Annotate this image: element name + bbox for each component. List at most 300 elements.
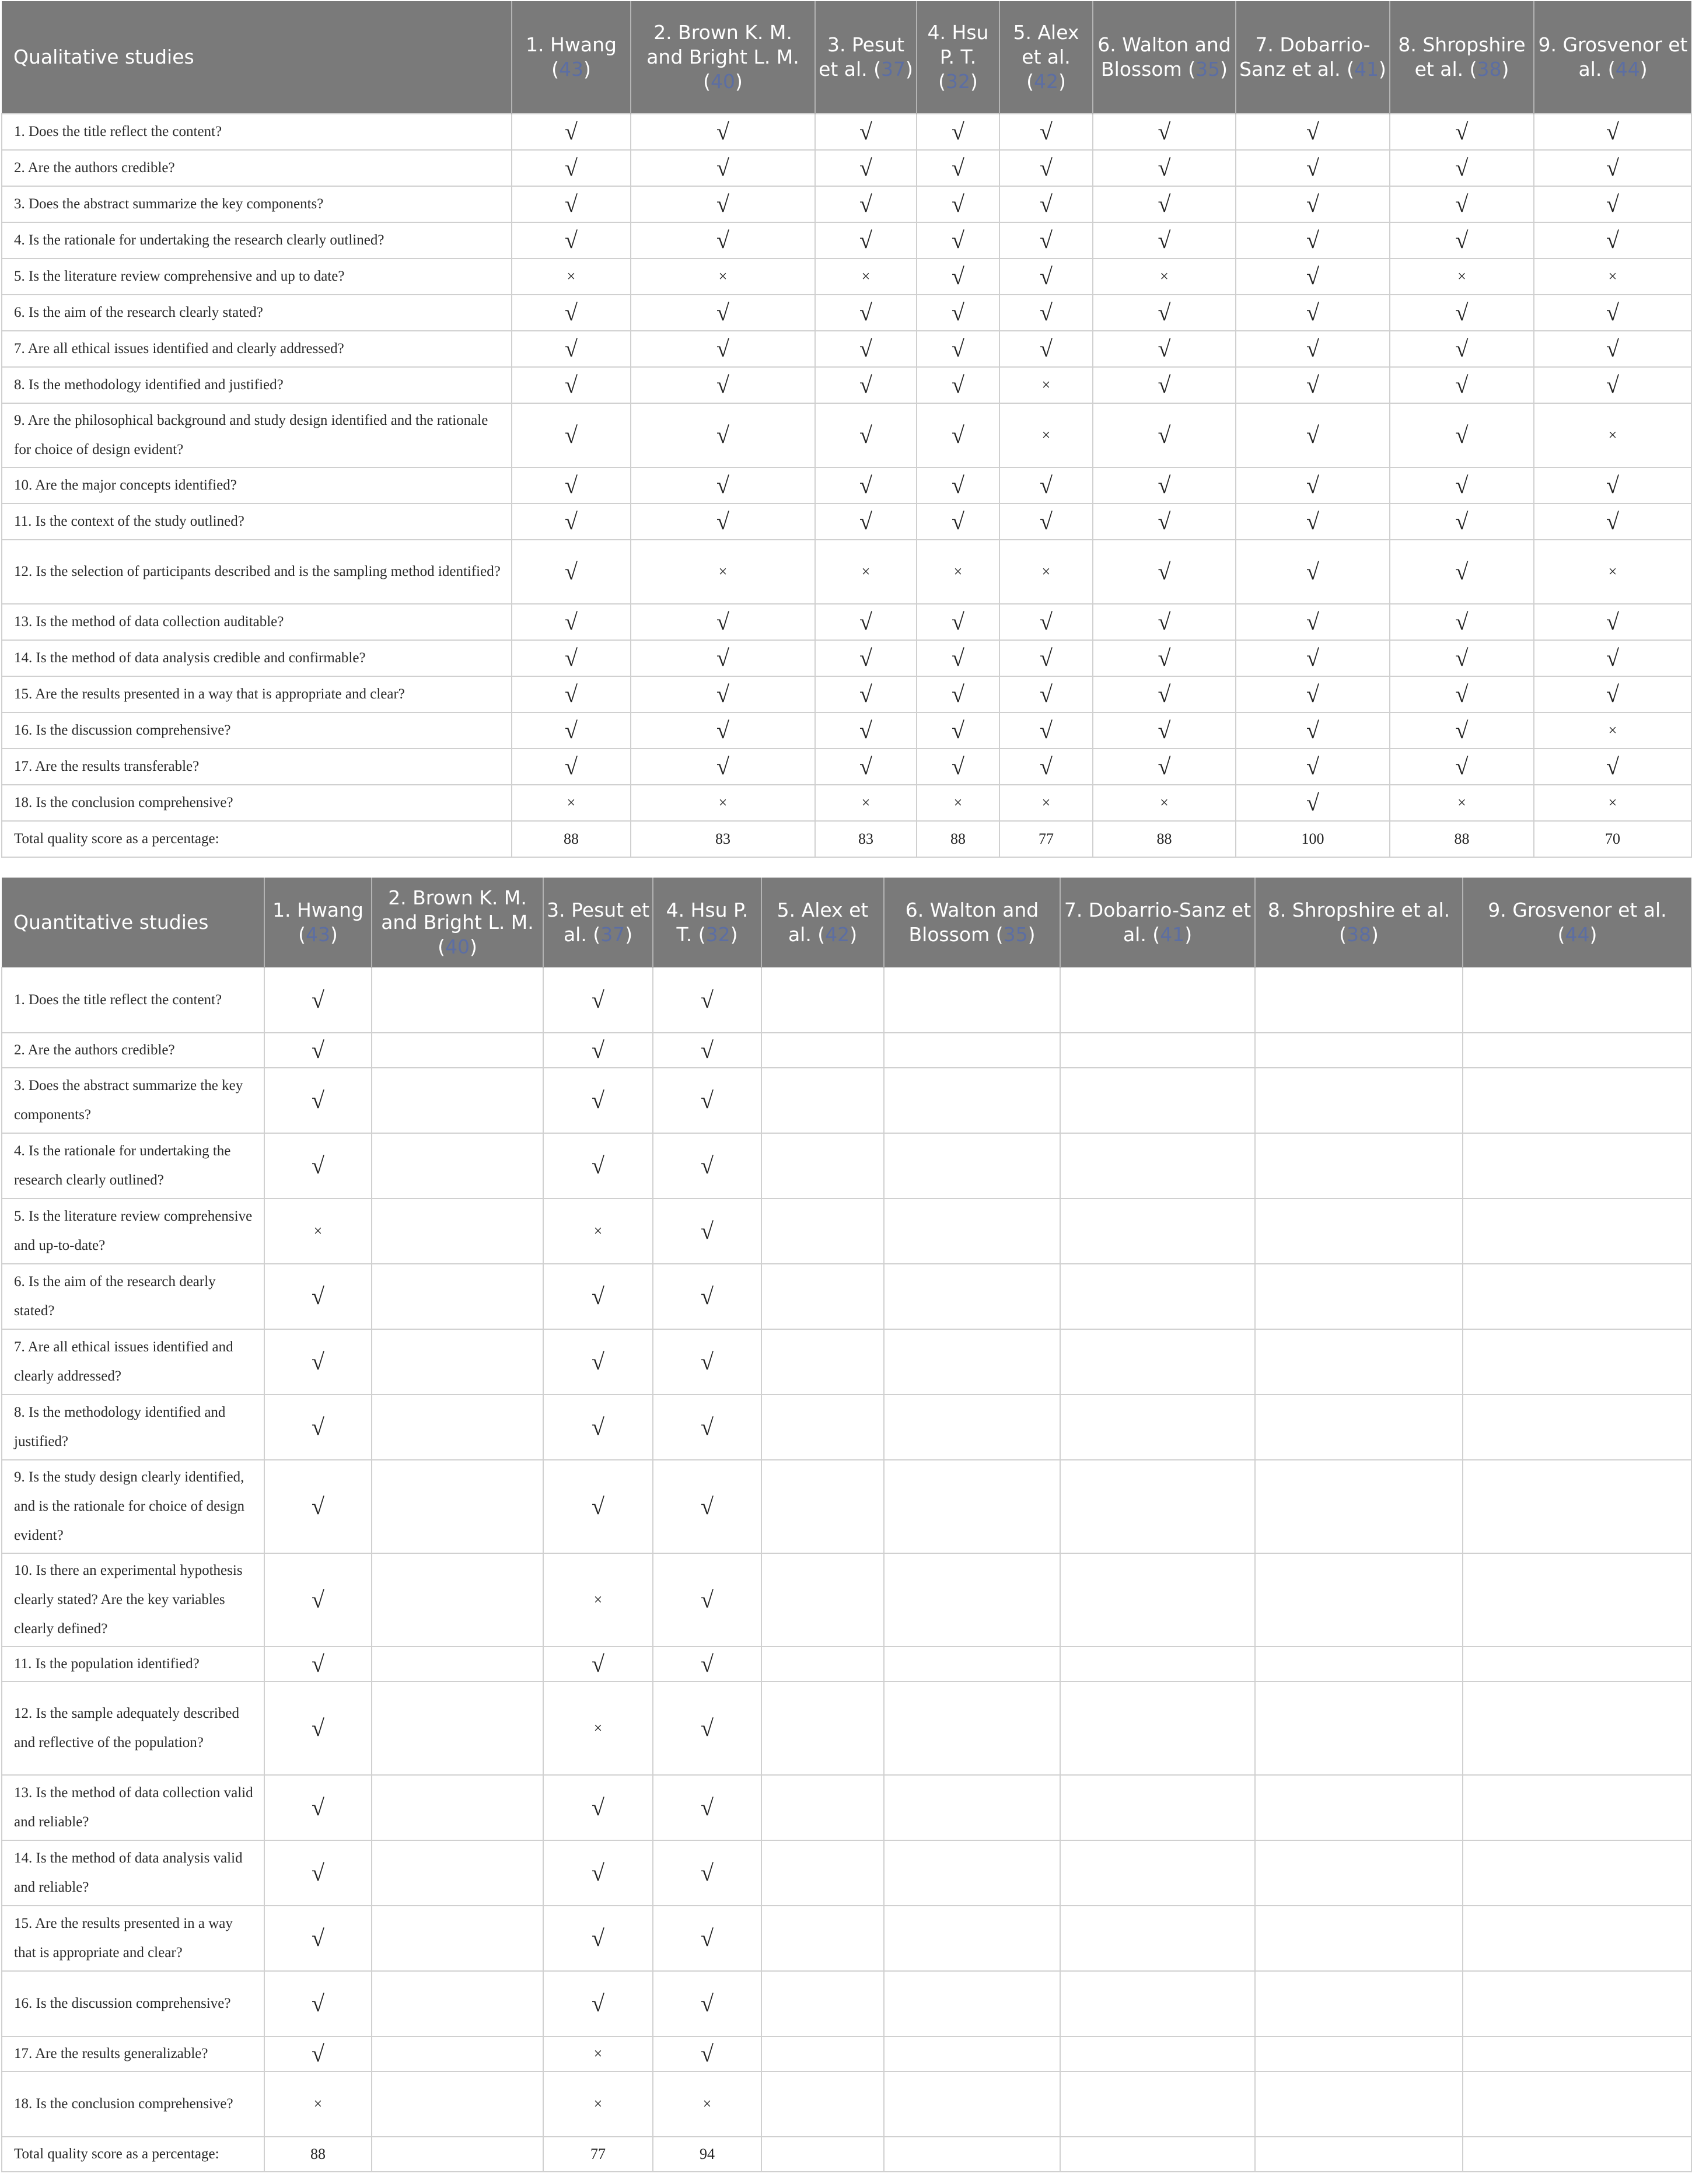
check-mark: √ <box>917 712 999 749</box>
check-mark: √ <box>512 676 631 712</box>
check-mark: √ <box>631 150 815 186</box>
check-mark: √ <box>512 222 631 258</box>
score-cell: 88 <box>264 2137 372 2172</box>
check-mark: √ <box>1390 150 1534 186</box>
check-mark: √ <box>653 1264 761 1329</box>
check-mark: √ <box>1534 367 1691 403</box>
empty-cell <box>1255 967 1463 1033</box>
empty-cell <box>761 2036 884 2071</box>
cross-mark: × <box>543 1682 653 1775</box>
check-mark: √ <box>1093 712 1236 749</box>
criterion-label: 7. Are all ethical issues identified and clearly addressed? <box>2 1329 264 1395</box>
column-header: 1. Hwang (43) <box>264 878 372 967</box>
check-mark: √ <box>1236 114 1390 150</box>
check-mark: √ <box>653 1553 761 1647</box>
score-cell: 100 <box>1236 821 1390 857</box>
empty-cell <box>1463 1840 1691 1906</box>
check-mark: √ <box>543 1068 653 1133</box>
citation-link[interactable]: 42 <box>1034 70 1058 93</box>
criterion-label: 16. Is the discussion comprehensive? <box>2 712 512 749</box>
empty-cell <box>1463 1068 1691 1133</box>
check-mark: √ <box>1236 331 1390 367</box>
citation-link[interactable]: 43 <box>306 922 330 946</box>
check-mark: √ <box>815 367 917 403</box>
check-mark: √ <box>512 186 631 222</box>
check-mark: √ <box>815 186 917 222</box>
check-mark: √ <box>543 1133 653 1198</box>
check-mark: √ <box>1390 749 1534 785</box>
qualitative-header-label: Qualitative studies <box>2 1 512 114</box>
table-row <box>2 1553 1691 1647</box>
check-mark: √ <box>653 2036 761 2071</box>
check-mark: √ <box>543 1775 653 1840</box>
table-row <box>2 222 1691 258</box>
check-mark: √ <box>631 640 815 676</box>
check-mark: √ <box>543 1329 653 1395</box>
table-row <box>2 403 1691 467</box>
check-mark: √ <box>512 604 631 640</box>
citation-link[interactable]: 43 <box>559 58 583 81</box>
score-cell: 94 <box>653 2137 761 2172</box>
check-mark: √ <box>999 186 1093 222</box>
empty-cell <box>1255 1395 1463 1460</box>
check-mark: √ <box>1236 295 1390 331</box>
column-header: 4. Hsu P. T. (32) <box>917 1 999 114</box>
criterion-label: 12. Is the sample adequately described and reflective of the population? <box>2 1682 264 1775</box>
check-mark: √ <box>1390 504 1534 540</box>
table-row <box>2 1068 1691 1133</box>
check-mark: √ <box>653 1460 761 1553</box>
check-mark: √ <box>543 1647 653 1682</box>
citation-link[interactable]: 42 <box>825 922 850 946</box>
empty-cell <box>761 1840 884 1906</box>
check-mark: √ <box>999 712 1093 749</box>
cross-mark: × <box>543 1198 653 1264</box>
empty-cell <box>372 2137 543 2172</box>
criterion-label: 2. Are the authors credible? <box>2 1033 264 1068</box>
check-mark: √ <box>1093 114 1236 150</box>
empty-cell <box>884 2036 1060 2071</box>
citation-link[interactable]: 37 <box>881 58 906 81</box>
empty-cell <box>372 2036 543 2071</box>
score-cell: 70 <box>1534 821 1691 857</box>
check-mark: √ <box>1236 367 1390 403</box>
empty-cell <box>1060 1553 1255 1647</box>
cross-mark: × <box>543 2036 653 2071</box>
check-mark: √ <box>1093 403 1236 467</box>
check-mark: √ <box>1534 295 1691 331</box>
check-mark: √ <box>1093 467 1236 504</box>
empty-cell <box>1463 1133 1691 1198</box>
empty-cell <box>761 1775 884 1840</box>
check-mark: √ <box>512 712 631 749</box>
check-mark: √ <box>543 1395 653 1460</box>
column-header: 8. Shropshire et al. (38) <box>1255 878 1463 967</box>
check-mark: √ <box>1236 186 1390 222</box>
criterion-label: 10. Are the major concepts identified? <box>2 467 512 504</box>
table-row <box>2 150 1691 186</box>
table-row <box>2 504 1691 540</box>
check-mark: √ <box>264 1329 372 1395</box>
column-header: 6. Walton and Blossom (35) <box>884 878 1060 967</box>
empty-cell <box>1255 2036 1463 2071</box>
cross-mark: × <box>1093 785 1236 821</box>
empty-cell <box>761 967 884 1033</box>
check-mark: √ <box>653 1682 761 1775</box>
check-mark: √ <box>512 367 631 403</box>
check-mark: √ <box>1236 749 1390 785</box>
check-mark: √ <box>512 467 631 504</box>
check-mark: √ <box>1093 331 1236 367</box>
empty-cell <box>1255 1906 1463 1971</box>
table-row <box>2 1395 1691 1460</box>
empty-cell <box>372 967 543 1033</box>
empty-cell <box>1463 1682 1691 1775</box>
check-mark: √ <box>512 150 631 186</box>
criterion-label: 4. Is the rationale for undertaking the research clearly outlined? <box>2 1133 264 1198</box>
check-mark: √ <box>815 331 917 367</box>
citation-link[interactable]: 44 <box>1615 58 1640 81</box>
empty-cell <box>884 1133 1060 1198</box>
cross-mark: × <box>264 2071 372 2137</box>
empty-cell <box>1060 2137 1255 2172</box>
empty-cell <box>372 1906 543 1971</box>
criterion-label: 13. Is the method of data collection valid and reliable? <box>2 1775 264 1840</box>
empty-cell <box>1255 1198 1463 1264</box>
table-row <box>2 367 1691 403</box>
check-mark: √ <box>631 749 815 785</box>
cross-mark: × <box>999 540 1093 604</box>
criterion-label: 6. Is the aim of the research clearly stated? <box>2 295 512 331</box>
check-mark: √ <box>543 1971 653 2036</box>
check-mark: √ <box>264 1906 372 1971</box>
check-mark: √ <box>631 604 815 640</box>
check-mark: √ <box>653 1906 761 1971</box>
empty-cell <box>372 1198 543 1264</box>
check-mark: √ <box>653 1395 761 1460</box>
empty-cell <box>1463 1775 1691 1840</box>
table-row <box>2 749 1691 785</box>
check-mark: √ <box>1093 540 1236 604</box>
empty-cell <box>372 1682 543 1775</box>
empty-cell <box>372 1133 543 1198</box>
table-row <box>2 604 1691 640</box>
check-mark: √ <box>1093 150 1236 186</box>
cross-mark: × <box>815 258 917 295</box>
empty-cell <box>1060 1329 1255 1395</box>
table-row <box>2 1971 1691 2036</box>
check-mark: √ <box>631 331 815 367</box>
criterion-label: 17. Are the results transferable? <box>2 749 512 785</box>
check-mark: √ <box>1236 640 1390 676</box>
cross-mark: × <box>1534 403 1691 467</box>
empty-cell <box>1255 1460 1463 1553</box>
check-mark: √ <box>543 967 653 1033</box>
check-mark: √ <box>999 114 1093 150</box>
empty-cell <box>1255 2071 1463 2137</box>
check-mark: √ <box>631 295 815 331</box>
check-mark: √ <box>815 295 917 331</box>
empty-cell <box>761 1198 884 1264</box>
empty-cell <box>1463 1198 1691 1264</box>
cross-mark: × <box>917 785 999 821</box>
empty-cell <box>761 1553 884 1647</box>
criterion-label: 15. Are the results presented in a way that is appropriate and clear? <box>2 676 512 712</box>
check-mark: √ <box>1390 712 1534 749</box>
check-mark: √ <box>264 1682 372 1775</box>
column-header: 9. Grosvenor et al. (44) <box>1463 878 1691 967</box>
check-mark: √ <box>917 150 999 186</box>
criterion-label: 18. Is the conclusion comprehensive? <box>2 2071 264 2137</box>
empty-cell <box>884 1840 1060 1906</box>
column-header: 5. Alex et al. (42) <box>761 878 884 967</box>
cross-mark: × <box>999 785 1093 821</box>
column-header: 6. Walton and Blossom (35) <box>1093 1 1236 114</box>
empty-cell <box>1060 1264 1255 1329</box>
check-mark: √ <box>1236 785 1390 821</box>
check-mark: √ <box>653 1840 761 1906</box>
column-header: 5. Alex et al. (42) <box>999 1 1093 114</box>
empty-cell <box>1463 1460 1691 1553</box>
empty-cell <box>884 1971 1060 2036</box>
cross-mark: × <box>653 2071 761 2137</box>
check-mark: √ <box>999 467 1093 504</box>
check-mark: √ <box>264 1395 372 1460</box>
check-mark: √ <box>1390 467 1534 504</box>
check-mark: √ <box>1093 604 1236 640</box>
check-mark: √ <box>512 403 631 467</box>
table-row <box>2 676 1691 712</box>
table-row <box>2 821 1691 857</box>
check-mark: √ <box>1390 540 1534 604</box>
check-mark: √ <box>1236 676 1390 712</box>
qualitative-table <box>1 1 1692 858</box>
check-mark: √ <box>543 1840 653 1906</box>
check-mark: √ <box>999 676 1093 712</box>
empty-cell <box>1255 1553 1463 1647</box>
empty-cell <box>761 1329 884 1395</box>
citation-link[interactable]: 40 <box>445 935 470 958</box>
check-mark: √ <box>1236 467 1390 504</box>
check-mark: √ <box>1236 604 1390 640</box>
empty-cell <box>1463 1553 1691 1647</box>
check-mark: √ <box>264 1033 372 1068</box>
empty-cell <box>884 1264 1060 1329</box>
empty-cell <box>372 2071 543 2137</box>
empty-cell <box>1255 1033 1463 1068</box>
citation-link[interactable]: 37 <box>600 922 625 946</box>
citation-link[interactable]: 35 <box>1195 58 1221 81</box>
check-mark: √ <box>1534 504 1691 540</box>
check-mark: √ <box>653 1647 761 1682</box>
table-row <box>2 1647 1691 1682</box>
cross-mark: × <box>1534 712 1691 749</box>
table-row <box>2 1033 1691 1068</box>
check-mark: √ <box>917 604 999 640</box>
criterion-label: 8. Is the methodology identified and justified? <box>2 367 512 403</box>
check-mark: √ <box>999 295 1093 331</box>
empty-cell <box>761 1133 884 1198</box>
check-mark: √ <box>631 467 815 504</box>
check-mark: √ <box>1236 150 1390 186</box>
column-header: 9. Grosvenor et al. (44) <box>1534 1 1691 114</box>
criterion-label: 11. Is the population identified? <box>2 1647 264 1682</box>
check-mark: √ <box>264 1647 372 1682</box>
check-mark: √ <box>512 640 631 676</box>
table-row <box>2 186 1691 222</box>
check-mark: √ <box>653 1198 761 1264</box>
quantitative-table-body <box>2 967 1691 2172</box>
cross-mark: × <box>999 403 1093 467</box>
check-mark: √ <box>1534 604 1691 640</box>
check-mark: √ <box>815 403 917 467</box>
check-mark: √ <box>653 1329 761 1395</box>
citation-link[interactable]: 40 <box>711 70 735 93</box>
check-mark: √ <box>815 222 917 258</box>
check-mark: √ <box>653 1971 761 2036</box>
check-mark: √ <box>264 967 372 1033</box>
table-row <box>2 1906 1691 1971</box>
table-row <box>2 295 1691 331</box>
table-row <box>2 114 1691 150</box>
cross-mark: × <box>1093 258 1236 295</box>
criterion-label: 13. Is the method of data collection auditable? <box>2 604 512 640</box>
empty-cell <box>1060 1460 1255 1553</box>
empty-cell <box>1463 1647 1691 1682</box>
empty-cell <box>1463 2071 1691 2137</box>
empty-cell <box>372 1068 543 1133</box>
check-mark: √ <box>815 640 917 676</box>
check-mark: √ <box>917 467 999 504</box>
empty-cell <box>761 1647 884 1682</box>
citation-link[interactable]: 44 <box>1565 922 1590 946</box>
criterion-label: 10. Is there an experimental hypothesis clearly stated? Are the key variables clearly defined? <box>2 1553 264 1647</box>
citation-link[interactable]: 38 <box>1477 58 1502 81</box>
criterion-label: 8. Is the methodology identified and justified? <box>2 1395 264 1460</box>
check-mark: √ <box>264 1840 372 1906</box>
check-mark: √ <box>653 1033 761 1068</box>
check-mark: √ <box>1093 186 1236 222</box>
empty-cell <box>1463 967 1691 1033</box>
table-row <box>2 1133 1691 1198</box>
empty-cell <box>372 1033 543 1068</box>
empty-cell <box>1463 1395 1691 1460</box>
check-mark: √ <box>1534 331 1691 367</box>
empty-cell <box>761 1906 884 1971</box>
empty-cell <box>884 1460 1060 1553</box>
check-mark: √ <box>631 367 815 403</box>
empty-cell <box>761 1068 884 1133</box>
empty-cell <box>1463 1906 1691 1971</box>
check-mark: √ <box>1534 676 1691 712</box>
check-mark: √ <box>512 540 631 604</box>
citation-link[interactable]: 38 <box>1347 922 1371 946</box>
check-mark: √ <box>917 403 999 467</box>
criterion-label: 4. Is the rationale for undertaking the research clearly outlined? <box>2 222 512 258</box>
table-row <box>2 2137 1691 2172</box>
empty-cell <box>761 1395 884 1460</box>
check-mark: √ <box>815 749 917 785</box>
table-row <box>2 1264 1691 1329</box>
check-mark: √ <box>512 331 631 367</box>
empty-cell <box>1060 1133 1255 1198</box>
table-row <box>2 640 1691 676</box>
check-mark: √ <box>1390 114 1534 150</box>
check-mark: √ <box>999 258 1093 295</box>
criterion-label: 3. Does the abstract summarize the key components? <box>2 1068 264 1133</box>
empty-cell <box>761 2071 884 2137</box>
citation-link[interactable]: 41 <box>1160 922 1185 946</box>
empty-cell <box>884 1682 1060 1775</box>
check-mark: √ <box>1390 676 1534 712</box>
empty-cell <box>372 1264 543 1329</box>
empty-cell <box>884 2071 1060 2137</box>
check-mark: √ <box>917 114 999 150</box>
empty-cell <box>372 1460 543 1553</box>
cross-mark: × <box>1390 258 1534 295</box>
check-mark: √ <box>1236 504 1390 540</box>
cross-mark: × <box>512 258 631 295</box>
column-header: 2. Brown K. M. and Bright L. M. (40) <box>631 1 815 114</box>
quantitative-table <box>1 878 1692 2172</box>
score-cell: 83 <box>631 821 815 857</box>
check-mark: √ <box>543 1460 653 1553</box>
criterion-label: Total quality score as a percentage: <box>2 821 512 857</box>
citation-link[interactable]: 32 <box>946 70 970 93</box>
empty-cell <box>1060 1198 1255 1264</box>
check-mark: √ <box>512 749 631 785</box>
check-mark: √ <box>1236 540 1390 604</box>
table-row <box>2 1198 1691 1264</box>
empty-cell <box>761 1264 884 1329</box>
empty-cell <box>1060 2036 1255 2071</box>
check-mark: √ <box>815 676 917 712</box>
check-mark: √ <box>999 749 1093 785</box>
check-mark: √ <box>999 640 1093 676</box>
empty-cell <box>1060 1682 1255 1775</box>
citation-link[interactable]: 32 <box>705 922 730 946</box>
check-mark: √ <box>999 504 1093 540</box>
criterion-label: 14. Is the method of data analysis credible and confirmable? <box>2 640 512 676</box>
citation-link[interactable]: 35 <box>1003 922 1028 946</box>
check-mark: √ <box>1390 222 1534 258</box>
check-mark: √ <box>264 1553 372 1647</box>
check-mark: √ <box>1390 367 1534 403</box>
empty-cell <box>884 1329 1060 1395</box>
empty-cell <box>1060 1840 1255 1906</box>
empty-cell <box>1255 1682 1463 1775</box>
empty-cell <box>884 1647 1060 1682</box>
criterion-label: 5. Is the literature review comprehensive and up to date? <box>2 258 512 295</box>
check-mark: √ <box>264 1775 372 1840</box>
check-mark: √ <box>1093 640 1236 676</box>
score-cell: 77 <box>999 821 1093 857</box>
check-mark: √ <box>1534 749 1691 785</box>
empty-cell <box>372 1647 543 1682</box>
empty-cell <box>372 1971 543 2036</box>
check-mark: √ <box>1390 295 1534 331</box>
check-mark: √ <box>917 749 999 785</box>
empty-cell <box>761 1682 884 1775</box>
criterion-label: 17. Are the results generalizable? <box>2 2036 264 2071</box>
empty-cell <box>884 1068 1060 1133</box>
citation-link[interactable]: 41 <box>1354 58 1379 81</box>
empty-cell <box>884 1198 1060 1264</box>
empty-cell <box>884 2137 1060 2172</box>
check-mark: √ <box>264 1264 372 1329</box>
empty-cell <box>1060 2071 1255 2137</box>
cross-mark: × <box>631 785 815 821</box>
